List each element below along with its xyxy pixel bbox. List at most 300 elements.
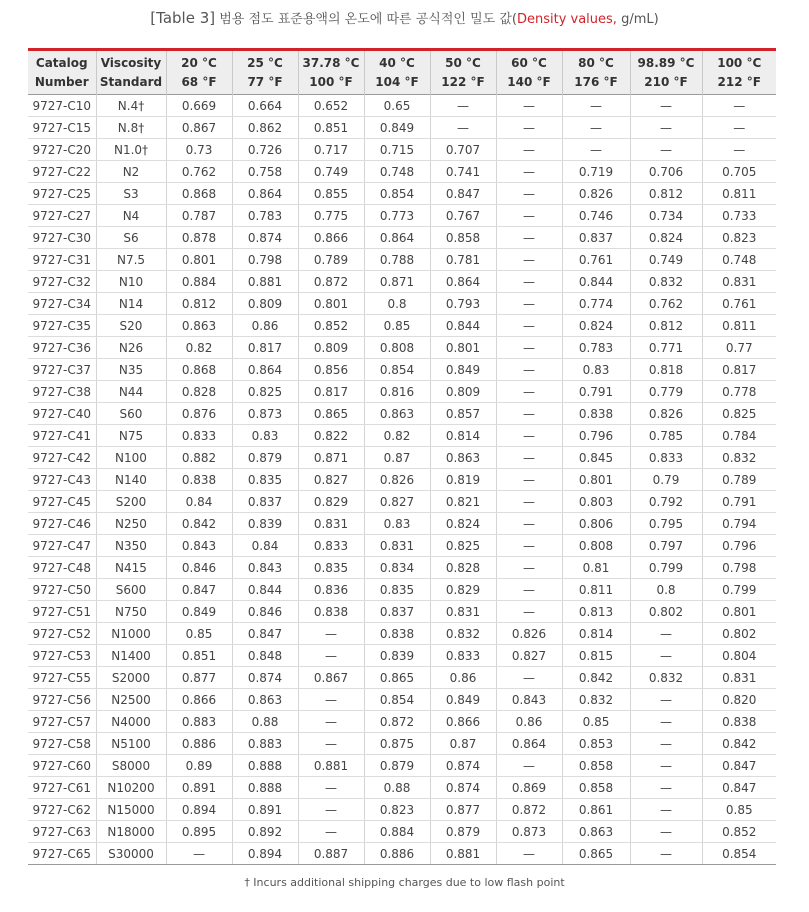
density-cell: 0.88: [364, 777, 430, 799]
viscosity-standard-cell: S600: [96, 579, 166, 601]
density-cell: 0.831: [298, 513, 364, 535]
density-cell: 0.853: [562, 733, 630, 755]
density-cell: 0.846: [166, 557, 232, 579]
density-cell: 0.8: [364, 293, 430, 315]
density-cell: 0.833: [430, 645, 496, 667]
density-cell: 0.858: [562, 777, 630, 799]
viscosity-standard-cell: N.8†: [96, 117, 166, 139]
density-cell: 0.865: [562, 843, 630, 865]
density-cell: 0.828: [430, 557, 496, 579]
density-cell: 0.749: [298, 161, 364, 183]
density-cell: 0.865: [298, 403, 364, 425]
column-header: [96, 51, 166, 95]
viscosity-standard-cell: N75: [96, 425, 166, 447]
density-cell: 0.864: [232, 183, 298, 205]
table-row: [28, 711, 776, 733]
density-cell: 0.779: [630, 381, 702, 403]
density-cell: 0.879: [364, 755, 430, 777]
viscosity-standard-cell: N18000: [96, 821, 166, 843]
column-header-line1: 25 °C: [247, 55, 283, 70]
density-cell: 0.813: [562, 601, 630, 623]
density-cell: 0.825: [430, 535, 496, 557]
density-cell: 0.748: [364, 161, 430, 183]
density-cell: 0.879: [232, 447, 298, 469]
density-cell: 0.832: [430, 623, 496, 645]
column-header-line1: 60 °C: [511, 55, 547, 70]
density-cell: 0.847: [702, 755, 776, 777]
density-cell: 0.791: [702, 491, 776, 513]
density-cell: 0.874: [232, 667, 298, 689]
column-header-line1: Viscosity: [100, 55, 162, 70]
density-cell: —: [702, 95, 776, 117]
density-cell: —: [496, 271, 562, 293]
density-cell: 0.715: [364, 139, 430, 161]
density-cell: 0.824: [562, 315, 630, 337]
density-cell: 0.815: [562, 645, 630, 667]
density-cell: 0.817: [298, 381, 364, 403]
density-cell: 0.812: [166, 293, 232, 315]
viscosity-standard-cell: N1000: [96, 623, 166, 645]
density-cell: —: [562, 95, 630, 117]
table-row: [28, 623, 776, 645]
density-cell: 0.767: [430, 205, 496, 227]
density-cell: 0.773: [364, 205, 430, 227]
density-cell: 0.871: [298, 447, 364, 469]
catalog-number-cell: 9727-C62: [28, 799, 96, 821]
density-cell: 0.886: [364, 843, 430, 865]
density-cell: —: [496, 139, 562, 161]
density-cell: 0.801: [702, 601, 776, 623]
density-table: [28, 48, 776, 865]
density-cell: 0.717: [298, 139, 364, 161]
density-cell: 0.746: [562, 205, 630, 227]
column-header-line1: 100 °C: [717, 55, 762, 70]
density-cell: 0.842: [562, 667, 630, 689]
density-cell: 0.823: [702, 227, 776, 249]
density-cell: 0.789: [298, 249, 364, 271]
column-header-line1: 80 °C: [578, 55, 614, 70]
density-cell: 0.856: [298, 359, 364, 381]
density-cell: 0.849: [430, 359, 496, 381]
density-cell: 0.824: [430, 513, 496, 535]
viscosity-standard-cell: N.4†: [96, 95, 166, 117]
density-cell: 0.863: [562, 821, 630, 843]
density-cell: 0.883: [232, 733, 298, 755]
density-cell: —: [702, 139, 776, 161]
catalog-number-cell: 9727-C65: [28, 843, 96, 865]
density-cell: —: [630, 755, 702, 777]
density-cell: 0.797: [630, 535, 702, 557]
density-cell: 0.848: [232, 645, 298, 667]
catalog-number-cell: 9727-C47: [28, 535, 96, 557]
column-header-line2: Standard: [99, 74, 163, 89]
density-cell: —: [298, 623, 364, 645]
density-cell: 0.873: [232, 403, 298, 425]
density-cell: —: [630, 799, 702, 821]
density-cell: 0.881: [232, 271, 298, 293]
density-cell: 0.863: [166, 315, 232, 337]
density-cell: 0.863: [232, 689, 298, 711]
table-row: [28, 689, 776, 711]
table-row: [28, 359, 776, 381]
table-row: [28, 601, 776, 623]
column-header-line2: 176 °F: [574, 74, 618, 89]
density-cell: 0.86: [232, 315, 298, 337]
density-cell: 0.869: [496, 777, 562, 799]
density-cell: 0.888: [232, 755, 298, 777]
table-row: [28, 557, 776, 579]
density-cell: 0.833: [298, 535, 364, 557]
viscosity-standard-cell: N10200: [96, 777, 166, 799]
density-cell: 0.832: [630, 667, 702, 689]
density-cell: 0.808: [364, 337, 430, 359]
column-header: [232, 51, 298, 95]
table-row: [28, 293, 776, 315]
density-cell: 0.8: [630, 579, 702, 601]
catalog-number-cell: 9727-C15: [28, 117, 96, 139]
density-cell: 0.826: [630, 403, 702, 425]
density-cell: —: [630, 777, 702, 799]
density-cell: 0.799: [702, 579, 776, 601]
catalog-number-cell: 9727-C51: [28, 601, 96, 623]
density-cell: 0.864: [364, 227, 430, 249]
density-cell: 0.894: [166, 799, 232, 821]
viscosity-standard-cell: N10: [96, 271, 166, 293]
density-cell: —: [496, 315, 562, 337]
density-cell: 0.803: [562, 491, 630, 513]
table-row: [28, 249, 776, 271]
viscosity-standard-cell: S20: [96, 315, 166, 337]
table-number: [Table 3]: [150, 9, 216, 27]
density-cell: —: [630, 689, 702, 711]
column-header: [364, 51, 430, 95]
density-cell: 0.85: [562, 711, 630, 733]
density-cell: 0.872: [298, 271, 364, 293]
catalog-number-cell: 9727-C35: [28, 315, 96, 337]
density-cell: 0.793: [430, 293, 496, 315]
density-cell: 0.758: [232, 161, 298, 183]
table-row: [28, 469, 776, 491]
density-cell: 0.887: [298, 843, 364, 865]
density-cell: 0.844: [430, 315, 496, 337]
viscosity-standard-cell: N1.0†: [96, 139, 166, 161]
density-cell: 0.874: [430, 777, 496, 799]
density-cell: 0.88: [232, 711, 298, 733]
density-cell: 0.854: [702, 843, 776, 865]
density-cell: —: [496, 579, 562, 601]
density-cell: 0.827: [496, 645, 562, 667]
density-cell: —: [496, 447, 562, 469]
density-cell: 0.881: [298, 755, 364, 777]
density-cell: 0.792: [630, 491, 702, 513]
density-cell: 0.733: [702, 205, 776, 227]
column-header-line2: 104 °F: [375, 74, 419, 89]
density-cell: 0.857: [430, 403, 496, 425]
density-cell: 0.809: [298, 337, 364, 359]
table-row: [28, 733, 776, 755]
density-cell: 0.820: [702, 689, 776, 711]
table-body: [28, 95, 776, 865]
density-cell: 0.783: [232, 205, 298, 227]
density-cell: —: [630, 821, 702, 843]
catalog-number-cell: 9727-C55: [28, 667, 96, 689]
column-header: [430, 51, 496, 95]
density-cell: 0.784: [702, 425, 776, 447]
density-cell: 0.828: [166, 381, 232, 403]
density-cell: 0.83: [232, 425, 298, 447]
density-cell: 0.802: [702, 623, 776, 645]
density-cell: 0.847: [232, 623, 298, 645]
density-cell: —: [496, 183, 562, 205]
column-header: [702, 51, 776, 95]
density-cell: 0.811: [562, 579, 630, 601]
density-cell: —: [702, 117, 776, 139]
table-row: [28, 139, 776, 161]
density-cell: 0.849: [166, 601, 232, 623]
density-cell: —: [630, 623, 702, 645]
density-cell: 0.845: [562, 447, 630, 469]
density-cell: 0.814: [562, 623, 630, 645]
viscosity-standard-cell: N350: [96, 535, 166, 557]
density-cell: 0.866: [298, 227, 364, 249]
table-row: [28, 799, 776, 821]
density-cell: 0.84: [232, 535, 298, 557]
density-cell: 0.812: [630, 183, 702, 205]
density-cell: 0.809: [430, 381, 496, 403]
table-row: [28, 579, 776, 601]
density-cell: —: [496, 293, 562, 315]
density-cell: 0.669: [166, 95, 232, 117]
catalog-number-cell: 9727-C61: [28, 777, 96, 799]
density-cell: 0.831: [430, 601, 496, 623]
density-cell: 0.825: [232, 381, 298, 403]
table-row: [28, 447, 776, 469]
density-cell: 0.796: [702, 535, 776, 557]
density-cell: 0.842: [166, 513, 232, 535]
table-title: [0, 8, 809, 27]
density-cell: —: [496, 95, 562, 117]
density-cell: 0.883: [166, 711, 232, 733]
density-table-container: [28, 48, 776, 865]
density-cell: 0.878: [166, 227, 232, 249]
table-row: [28, 645, 776, 667]
density-cell: 0.785: [630, 425, 702, 447]
catalog-number-cell: 9727-C20: [28, 139, 96, 161]
viscosity-standard-cell: N44: [96, 381, 166, 403]
density-cell: 0.826: [364, 469, 430, 491]
catalog-number-cell: 9727-C25: [28, 183, 96, 205]
footnote: † Incurs additional shipping charges due to low flash point: [244, 876, 565, 889]
density-cell: 0.826: [496, 623, 562, 645]
density-cell: —: [496, 491, 562, 513]
density-cell: —: [496, 249, 562, 271]
density-cell: 0.872: [496, 799, 562, 821]
density-cell: 0.705: [702, 161, 776, 183]
catalog-number-cell: 9727-C53: [28, 645, 96, 667]
density-cell: 0.851: [298, 117, 364, 139]
density-cell: 0.832: [630, 271, 702, 293]
density-cell: 0.838: [702, 711, 776, 733]
column-header-line1: 50 °C: [445, 55, 481, 70]
column-header-line1: 37.78 °C: [302, 55, 360, 70]
density-cell: —: [496, 359, 562, 381]
viscosity-standard-cell: N26: [96, 337, 166, 359]
density-cell: 0.849: [430, 689, 496, 711]
catalog-number-cell: 9727-C31: [28, 249, 96, 271]
density-cell: 0.804: [702, 645, 776, 667]
density-cell: 0.781: [430, 249, 496, 271]
density-cell: 0.877: [430, 799, 496, 821]
table-header: [28, 50, 776, 95]
density-cell: —: [298, 777, 364, 799]
density-cell: 0.876: [166, 403, 232, 425]
density-cell: —: [298, 645, 364, 667]
viscosity-standard-cell: N4: [96, 205, 166, 227]
density-cell: 0.847: [702, 777, 776, 799]
density-cell: 0.858: [430, 227, 496, 249]
density-cell: 0.812: [630, 315, 702, 337]
density-cell: 0.864: [430, 271, 496, 293]
catalog-number-cell: 9727-C40: [28, 403, 96, 425]
viscosity-standard-cell: S8000: [96, 755, 166, 777]
density-cell: 0.774: [562, 293, 630, 315]
density-cell: 0.822: [298, 425, 364, 447]
density-cell: 0.867: [298, 667, 364, 689]
density-cell: 0.839: [364, 645, 430, 667]
catalog-number-cell: 9727-C22: [28, 161, 96, 183]
catalog-number-cell: 9727-C63: [28, 821, 96, 843]
table-row: [28, 315, 776, 337]
density-cell: 0.888: [232, 777, 298, 799]
column-header-line2: 68 °F: [181, 74, 217, 89]
density-cell: 0.834: [364, 557, 430, 579]
viscosity-standard-cell: S60: [96, 403, 166, 425]
density-cell: 0.825: [702, 403, 776, 425]
density-cell: 0.827: [364, 491, 430, 513]
density-cell: 0.835: [232, 469, 298, 491]
density-cell: —: [496, 469, 562, 491]
density-cell: 0.85: [702, 799, 776, 821]
density-cell: 0.719: [562, 161, 630, 183]
density-cell: 0.844: [562, 271, 630, 293]
density-cell: 0.852: [298, 315, 364, 337]
density-cell: 0.814: [430, 425, 496, 447]
table-row: [28, 227, 776, 249]
density-cell: —: [496, 403, 562, 425]
density-cell: 0.82: [364, 425, 430, 447]
table-row: [28, 337, 776, 359]
density-cell: 0.821: [430, 491, 496, 513]
header-row: [28, 51, 776, 95]
table-row: [28, 777, 776, 799]
column-header-line2: 77 °F: [247, 74, 283, 89]
density-cell: —: [630, 843, 702, 865]
density-cell: 0.789: [702, 469, 776, 491]
density-cell: 0.84: [166, 491, 232, 513]
column-header-line2: 212 °F: [717, 74, 761, 89]
density-cell: 0.706: [630, 161, 702, 183]
catalog-number-cell: 9727-C30: [28, 227, 96, 249]
density-cell: 0.801: [166, 249, 232, 271]
density-cell: 0.874: [232, 227, 298, 249]
density-cell: —: [298, 733, 364, 755]
density-cell: 0.836: [298, 579, 364, 601]
density-cell: 0.847: [166, 579, 232, 601]
density-cell: —: [562, 139, 630, 161]
density-cell: 0.832: [702, 447, 776, 469]
viscosity-standard-cell: N35: [96, 359, 166, 381]
viscosity-standard-cell: N5100: [96, 733, 166, 755]
density-cell: 0.831: [702, 271, 776, 293]
density-cell: 0.838: [298, 601, 364, 623]
density-cell: —: [630, 733, 702, 755]
column-header-line1: 40 °C: [379, 55, 415, 70]
table-row: [28, 843, 776, 865]
density-cell: 0.884: [166, 271, 232, 293]
density-cell: 0.761: [562, 249, 630, 271]
density-cell: —: [630, 645, 702, 667]
density-cell: —: [430, 117, 496, 139]
density-cell: 0.829: [430, 579, 496, 601]
density-cell: 0.799: [630, 557, 702, 579]
catalog-number-cell: 9727-C42: [28, 447, 96, 469]
density-cell: 0.843: [496, 689, 562, 711]
density-cell: 0.891: [166, 777, 232, 799]
density-cell: 0.794: [702, 513, 776, 535]
viscosity-standard-cell: N7.5: [96, 249, 166, 271]
density-cell: 0.83: [562, 359, 630, 381]
density-cell: 0.886: [166, 733, 232, 755]
density-cell: 0.82: [166, 337, 232, 359]
catalog-number-cell: 9727-C45: [28, 491, 96, 513]
table-row: [28, 425, 776, 447]
density-cell: 0.802: [630, 601, 702, 623]
density-cell: 0.837: [562, 227, 630, 249]
catalog-number-cell: 9727-C38: [28, 381, 96, 403]
density-cell: 0.652: [298, 95, 364, 117]
column-header-line1: 20 °C: [181, 55, 217, 70]
density-cell: 0.863: [430, 447, 496, 469]
density-cell: 0.892: [232, 821, 298, 843]
density-cell: 0.843: [166, 535, 232, 557]
density-cell: 0.843: [232, 557, 298, 579]
density-cell: 0.787: [166, 205, 232, 227]
density-cell: —: [298, 689, 364, 711]
density-cell: —: [496, 843, 562, 865]
viscosity-standard-cell: S200: [96, 491, 166, 513]
catalog-number-cell: 9727-C60: [28, 755, 96, 777]
density-cell: 0.796: [562, 425, 630, 447]
density-cell: 0.81: [562, 557, 630, 579]
column-header-line2: 122 °F: [441, 74, 485, 89]
density-cell: 0.854: [364, 183, 430, 205]
title-open-paren: (: [511, 12, 517, 27]
density-cell: 0.835: [298, 557, 364, 579]
viscosity-standard-cell: S30000: [96, 843, 166, 865]
density-cell: 0.791: [562, 381, 630, 403]
density-cell: 0.844: [232, 579, 298, 601]
density-cell: 0.775: [298, 205, 364, 227]
density-cell: 0.829: [298, 491, 364, 513]
density-cell: 0.868: [166, 183, 232, 205]
density-cell: 0.73: [166, 139, 232, 161]
density-cell: 0.894: [232, 843, 298, 865]
density-cell: 0.839: [232, 513, 298, 535]
column-header: [630, 51, 702, 95]
density-cell: 0.798: [702, 557, 776, 579]
table-row: [28, 183, 776, 205]
density-cell: —: [298, 711, 364, 733]
